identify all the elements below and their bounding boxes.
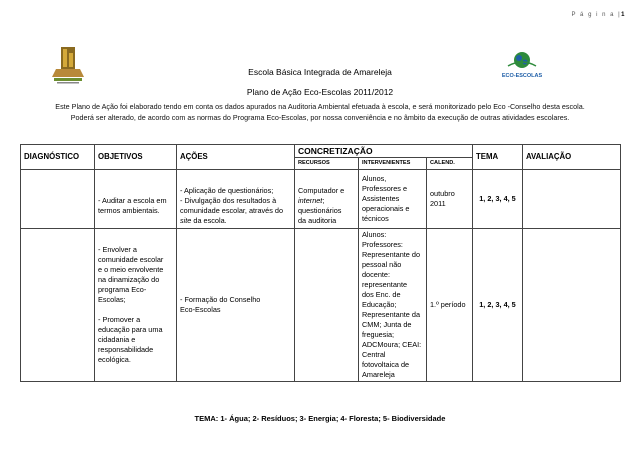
cell-line: Educação; (362, 300, 397, 309)
cell-line: programa Eco- (98, 285, 147, 294)
header-intervenientes: INTERVENIENTES (359, 158, 427, 170)
header-tema: TEMA (473, 145, 523, 170)
row1-diagnostico (21, 170, 95, 229)
row2-acoes (177, 229, 295, 382)
cell-line: - Aplicação de questionários; (180, 186, 274, 195)
intro-line-2: Poderá ser alterado, de acordo com as normas do Programa Eco-Escolas, por nossa conveniência e no âmbito da execução de outras atividades escolares. (70, 113, 570, 122)
cell-line: e o meio envolvente (98, 265, 164, 274)
row1-calend (427, 170, 473, 229)
cell-line: educação para uma (98, 325, 163, 334)
cell-line: docente: (362, 270, 390, 279)
cell-line: Amareleja (362, 370, 395, 379)
theme-legend: TEMA: 1- Água; 2- Resíduos; 3- Energia; 4- Floresta; 5- Biodiversidade (194, 414, 446, 423)
cell-line: operacionais e (362, 204, 410, 213)
plan-title: Plano de Ação Eco-Escolas 2011/2012 (246, 87, 394, 97)
header-objetivos: OBJETIVOS (95, 145, 177, 170)
cell-line: Alunos, (362, 174, 387, 183)
row2-avaliacao (523, 229, 621, 382)
cell-line: cidadania e (98, 335, 136, 344)
cell-line: responsabilidade (98, 345, 154, 354)
row2-tema: 1, 2, 3, 4, 5 (473, 229, 523, 382)
cell-line: técnicos (362, 214, 389, 223)
page-number-label: P á g i n a (571, 12, 615, 18)
cell-line: Professores: (362, 240, 403, 249)
header-concretizacao: CONCRETIZAÇÃO (295, 145, 473, 158)
row2-intervenientes (359, 229, 427, 382)
cell-line: - Envolver a (98, 245, 137, 254)
cell-line: - Promover a (98, 315, 141, 324)
cell-line: Computador e (298, 186, 345, 195)
cell-line: dos Enc. de (362, 290, 401, 299)
cell-line: - Divulgação dos resultados à (180, 196, 277, 205)
cell-line: questionários (298, 206, 342, 215)
cell-line (298, 196, 355, 206)
cell-line: - Auditar a escola em (98, 196, 167, 205)
cell-line: Eco-Escolas (180, 305, 221, 314)
cell-line: ADCMoura; CEAI: (362, 340, 422, 349)
header-acoes: AÇÕES (177, 145, 295, 170)
cell-text: da escola. (191, 216, 227, 225)
row1-intervenientes (359, 170, 427, 229)
school-name: Escola Básica Integrada de Amareleja (248, 67, 392, 77)
cell-line: Central (362, 350, 386, 359)
table-row (21, 229, 621, 382)
cell-line: - Formação do Conselho (180, 295, 261, 304)
page-number-value: 1 (621, 12, 626, 18)
cell-line: Representante do (362, 250, 421, 259)
cell-line: da auditoria (298, 216, 337, 225)
cell-text: ; (322, 196, 325, 205)
cell-line: ecológica. (98, 355, 131, 364)
header-recursos: RECURSOS (295, 158, 359, 170)
intro-line-1: Este Plano de Ação foi elaborado tendo em conta os dados apurados na Auditoria Ambiental efetuada à escola, e será monitorizado pelo Eco -Conselho desta escola. (55, 102, 585, 111)
internet-word: internet (298, 196, 323, 205)
row1-recursos (295, 170, 359, 229)
page-number: P á g i n a |1 (571, 12, 626, 18)
row2-calend: 1.º período (427, 229, 473, 382)
header-avaliacao: AVALIAÇÃO (523, 145, 621, 170)
header-diagnostico: DIAGNÓSTICO (21, 145, 95, 170)
cell-line: Assistentes (362, 194, 400, 203)
cell-line (98, 305, 173, 315)
row1-avaliacao (523, 170, 621, 229)
cell-line: Representante da (362, 310, 421, 319)
cell-line: Alunos: (362, 230, 387, 239)
eco-logo-text: ECO-ESCOLAS (501, 73, 543, 79)
cell-line: CMM; Junta de (362, 320, 412, 329)
row2-recursos (295, 229, 359, 382)
table-row (21, 170, 621, 229)
cell-line: Escolas; (98, 295, 126, 304)
row2-objetivos (95, 229, 177, 382)
row1-tema: 1, 2, 3, 4, 5 (473, 170, 523, 229)
cell-line: comunidade escolar (98, 255, 164, 264)
school-logo (50, 45, 86, 87)
cell-line: 2011 (430, 199, 446, 208)
row1-objetivos (95, 170, 177, 229)
site-word: site (180, 216, 192, 225)
row2-diagnostico (21, 229, 95, 382)
row1-acoes (177, 170, 295, 229)
intro-text (20, 101, 620, 123)
cell-line: freguesia; (362, 330, 395, 339)
action-plan-table (20, 144, 621, 382)
cell-line: termos ambientais. (98, 206, 160, 215)
cell-line: representante (362, 280, 408, 289)
header-calend: CALEND. (427, 158, 473, 170)
cell-line: comunidade escolar, através do (180, 206, 284, 215)
cell-line (180, 216, 291, 226)
cell-line: Professores e (362, 184, 408, 193)
eco-escolas-logo (501, 50, 543, 82)
cell-line: fotovoltaica de (362, 360, 410, 369)
cell-line: na dinamização do (98, 275, 160, 284)
cell-line: outubro (430, 189, 455, 198)
cell-line: pessoal não (362, 260, 402, 269)
